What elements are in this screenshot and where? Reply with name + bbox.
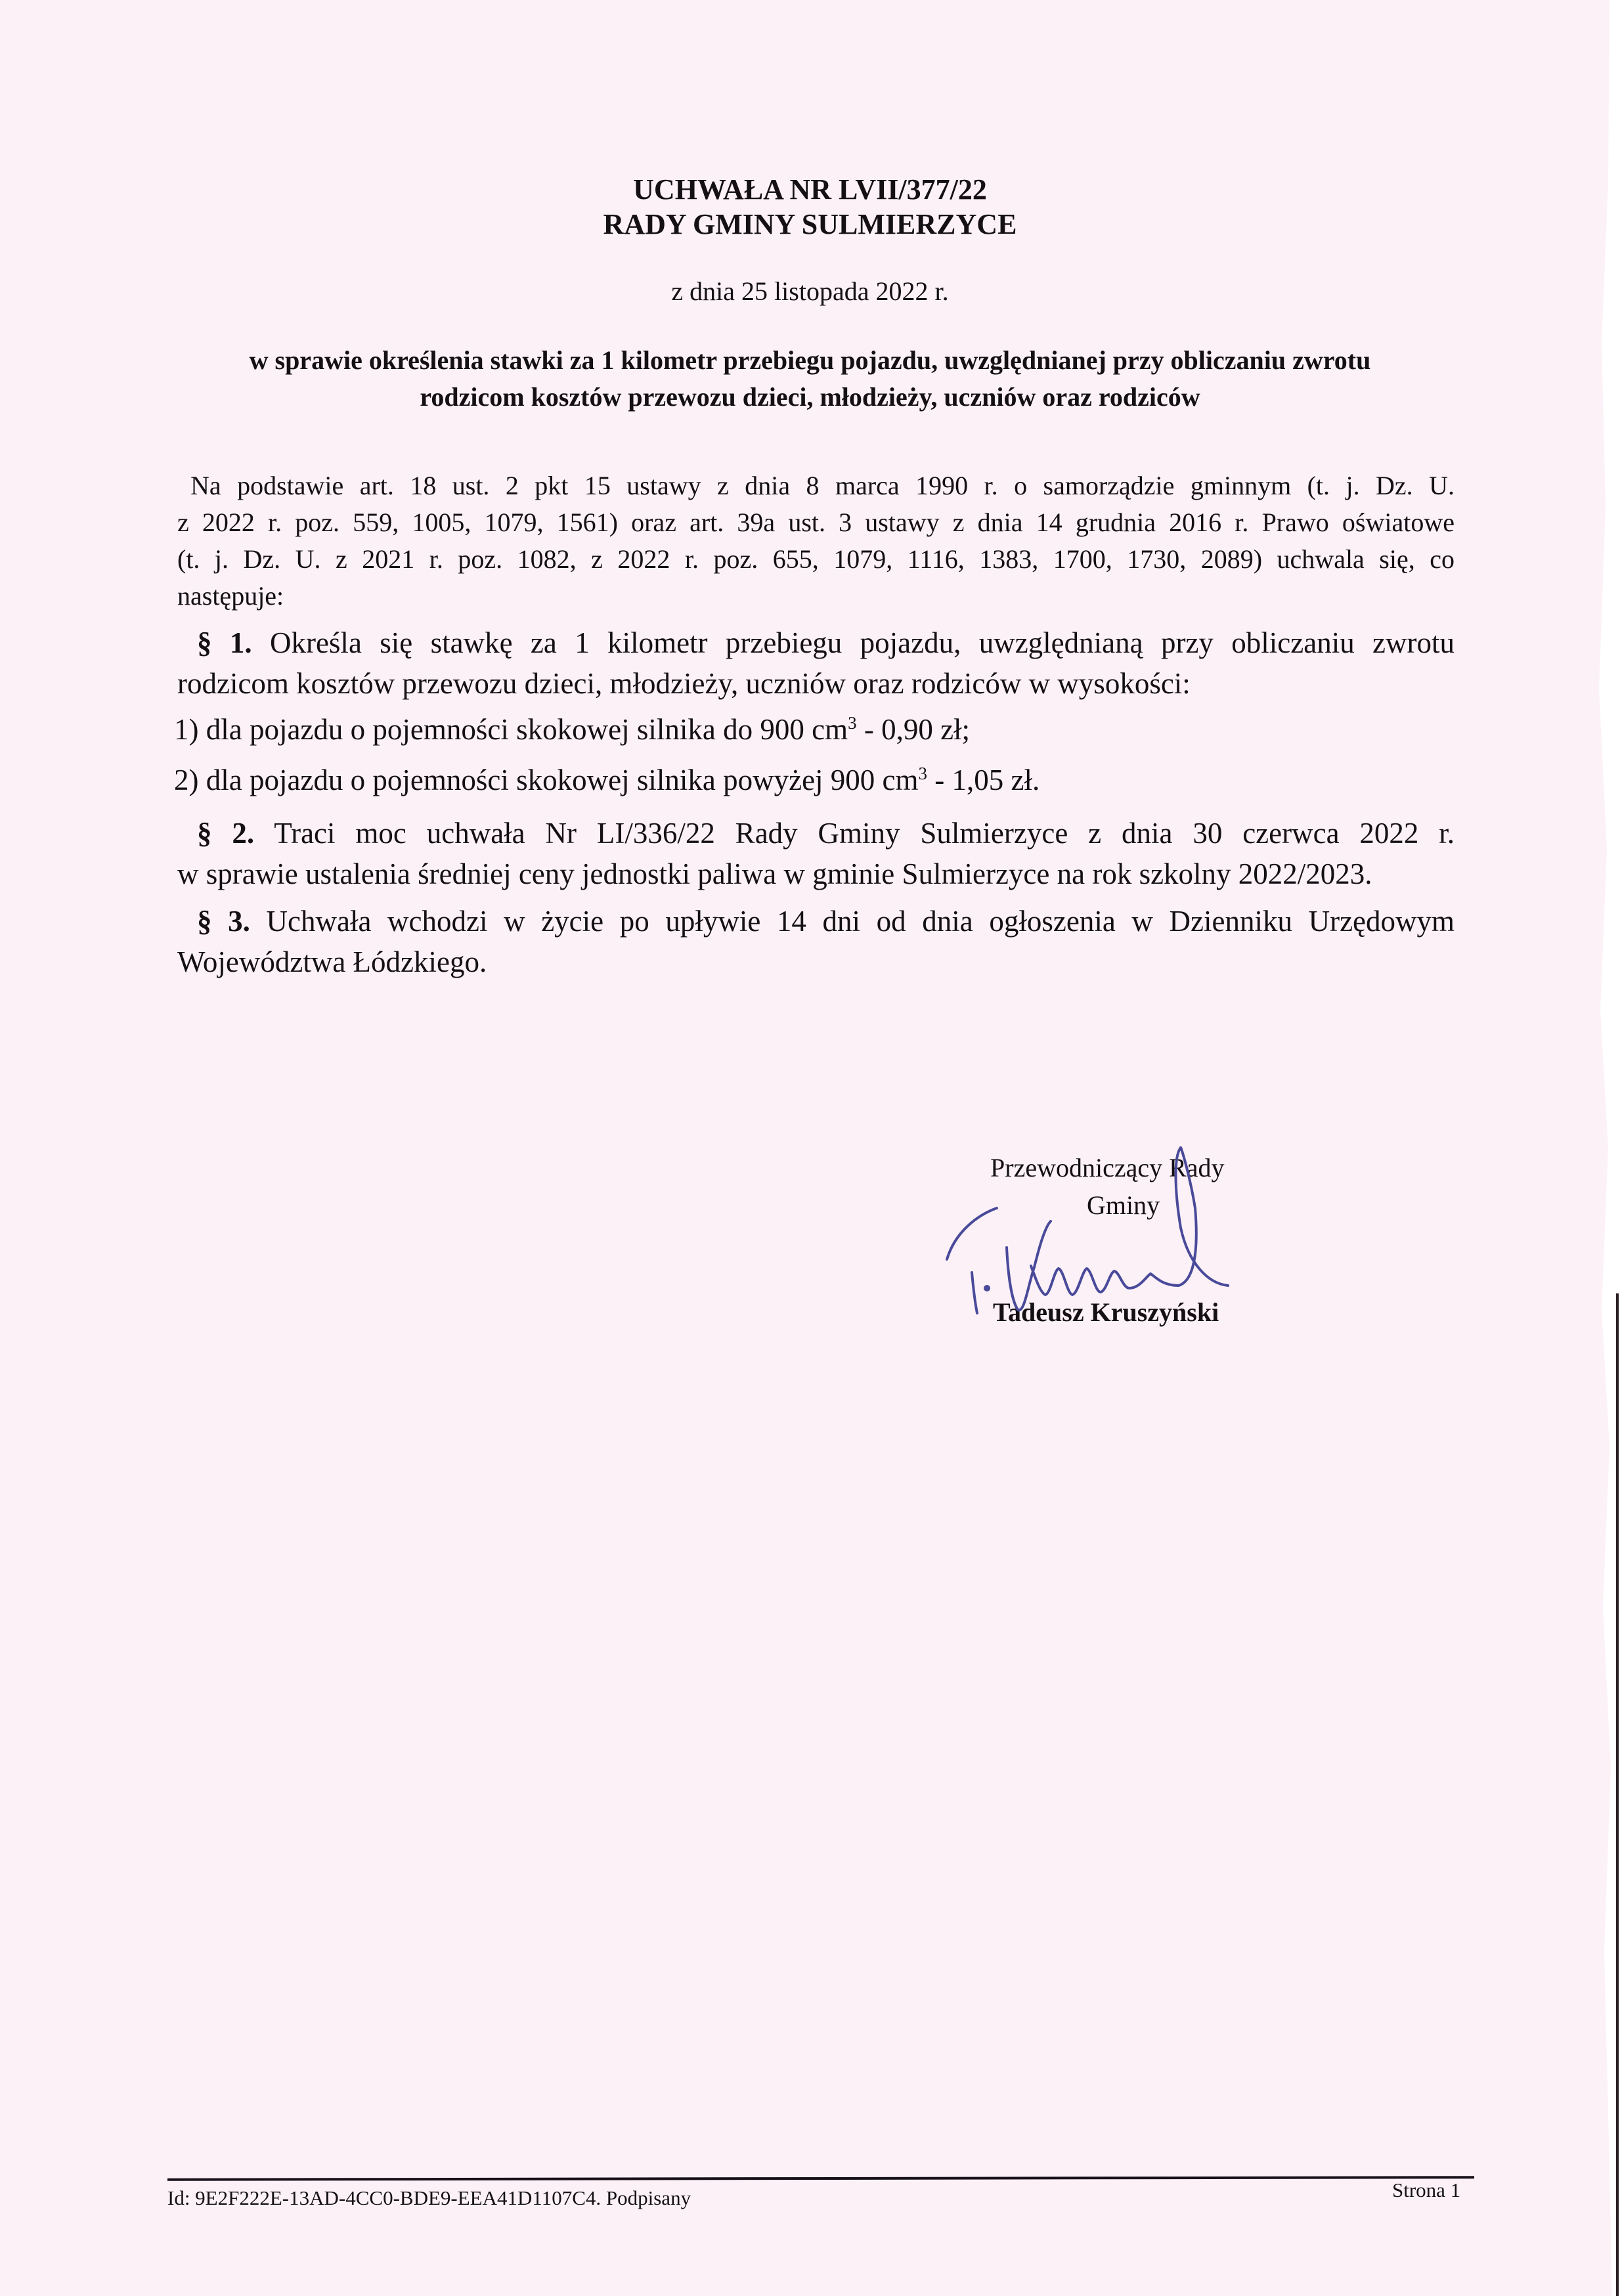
section-text: Uchwała wchodzi w życie po upływie 14 dni od dnia ogłoszenia w Dzienniku Urzędowym — [266, 905, 1455, 938]
handwritten-signature — [919, 1116, 1510, 1353]
subject-line-1: w sprawie określenia stawki za 1 kilometr przebiegu pojazdu, uwzględnianej przy obliczaniu zwrotu — [249, 345, 1371, 375]
signature-stroke — [947, 1208, 997, 1259]
signature-stroke — [1031, 1148, 1228, 1295]
council-name: RADY GMINY SULMIERZYCE — [603, 208, 1017, 240]
paper-edge-shadow — [1616, 1293, 1619, 2296]
preamble — [177, 467, 1455, 615]
signatory-name: Tadeusz Kruszyński — [993, 1297, 1219, 1327]
section-number: § 1. — [197, 626, 252, 659]
section-text: Województwa Łódzkiego. — [177, 945, 487, 978]
section-number: § 2. — [197, 817, 255, 850]
signatory-role-line-2: Gminy — [1087, 1190, 1160, 1220]
resolution-date: z dnia 25 listopada 2022 r. — [671, 276, 949, 306]
page-number: Strona 1 — [1392, 2178, 1461, 2201]
section-text: rodzicom kosztów przewozu dzieci, młodzieży, uczniów oraz rodziców w wysokości: — [177, 667, 1191, 700]
subject-line-2: rodzicom kosztów przewozu dzieci, młodzieży, uczniów oraz rodziców — [420, 382, 1200, 412]
signature-stroke — [1007, 1221, 1051, 1310]
footer-divider — [167, 2176, 1474, 2180]
section-2 — [177, 813, 1455, 894]
rate-item-text: 2) dla pojazdu o pojemności skokowej silnika powyżej 900 cm — [174, 764, 919, 796]
resolution-title: UCHWAŁA NR LVII/377/22 — [633, 173, 987, 206]
signature-stroke — [972, 1272, 977, 1313]
rate-item-1 — [174, 712, 970, 747]
rate-item-2 — [174, 763, 1040, 797]
preamble-line: Na podstawie art. 18 ust. 2 pkt 15 ustawy z dnia 8 marca 1990 r. o samorządzie gminnym (t. j. Dz. U. — [190, 471, 1455, 500]
signatory-role: Przewodniczący Rady — [990, 1153, 1225, 1182]
section-text: w sprawie ustalenia średniej ceny jednostki paliwa w gminie Sulmierzyce na rok szkolny 2022/2023. — [177, 857, 1372, 890]
signature-dot — [985, 1286, 989, 1290]
section-text: Określa się stawkę za 1 kilometr przebiegu pojazdu, uwzględnianą przy obliczaniu zwrotu — [269, 626, 1455, 659]
superscript: 3 — [848, 713, 857, 733]
rate-item-text: 1) dla pojazdu o pojemności skokowej silnika do 900 cm — [174, 713, 848, 746]
document-id: Id: 9E2F222E-13AD-4CC0-BDE9-EEA41D1107C4. Podpisany — [167, 2186, 691, 2209]
preamble-line: z 2022 r. poz. 559, 1005, 1079, 1561) oraz art. 39a ust. 3 ustawy z dnia 14 grudnia 2016 r. Prawo oświatowe — [177, 508, 1455, 537]
superscript: 3 — [918, 764, 928, 783]
section-3 — [177, 901, 1455, 982]
rate-item-value: - 1,05 zł. — [927, 764, 1040, 796]
preamble-line: następuje: — [177, 581, 284, 611]
rate-item-value: - 0,90 zł; — [856, 713, 971, 746]
preamble-line: (t. j. Dz. U. z 2021 r. poz. 1082, z 2022 r. poz. 655, 1079, 1116, 1383, 1700, 1730, 2089) uchwala się, co — [177, 544, 1455, 574]
section-number: § 3. — [197, 905, 250, 938]
section-text: Traci moc uchwała Nr LI/336/22 Rady Gminy Sulmierzyce z dnia 30 czerwca 2022 r. — [274, 817, 1455, 850]
section-1 — [177, 622, 1455, 704]
